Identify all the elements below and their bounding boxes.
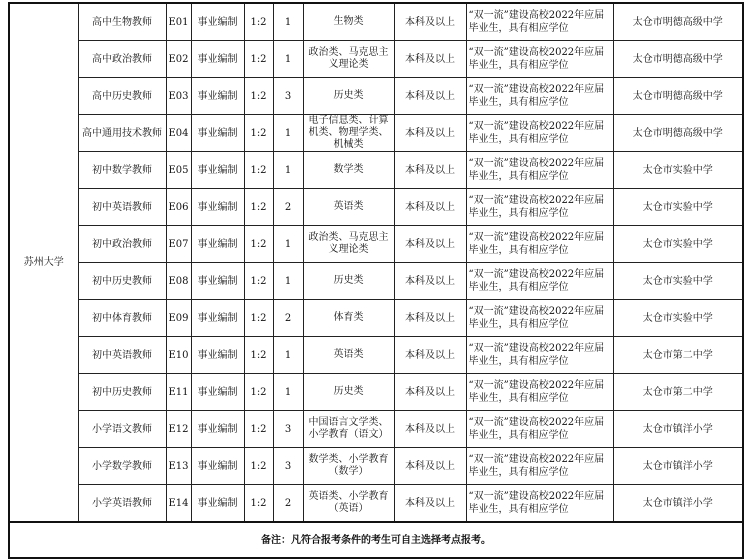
requirement-cell: “双一流”建设高校2022年应届毕业生，具有相应学位	[466, 411, 613, 448]
recruitment-table	[8, 2, 744, 559]
employer-cell: 太仓市实验中学	[613, 226, 743, 263]
education-cell: 本科及以上	[394, 78, 466, 115]
requirement-cell: “双一流”建设高校2022年应届毕业生，具有相应学位	[466, 78, 613, 115]
table-row	[9, 448, 743, 485]
education-cell: 本科及以上	[394, 3, 466, 41]
major-cell: 中国语言文学类、小学教育（语文）	[303, 411, 394, 448]
requirement-cell: “双一流”建设高校2022年应届毕业生，具有相应学位	[466, 115, 613, 152]
table-row	[9, 337, 743, 374]
position-cell: 小学英语教师	[78, 485, 166, 523]
table-row	[9, 485, 743, 523]
ratio-cell: 1:2	[244, 78, 273, 115]
staffing-type-cell: 事业编制	[191, 485, 244, 523]
staffing-type-cell: 事业编制	[191, 411, 244, 448]
headcount-cell: 1	[273, 3, 303, 41]
table-row	[9, 3, 743, 41]
table-row	[9, 78, 743, 115]
position-cell: 高中政治教师	[78, 41, 166, 78]
requirement-cell: “双一流”建设高校2022年应届毕业生，具有相应学位	[466, 226, 613, 263]
headcount-cell: 3	[273, 448, 303, 485]
table-row	[9, 152, 743, 189]
requirement-cell: “双一流”建设高校2022年应届毕业生，具有相应学位	[466, 189, 613, 226]
education-cell: 本科及以上	[394, 263, 466, 300]
major-cell: 英语类、小学教育（英语）	[303, 485, 394, 523]
major-cell: 历史类	[303, 374, 394, 411]
code-cell: E04	[166, 115, 191, 152]
table-row	[9, 300, 743, 337]
headcount-cell: 1	[273, 337, 303, 374]
code-cell: E07	[166, 226, 191, 263]
code-cell: E06	[166, 189, 191, 226]
employer-cell: 太仓市明德高级中学	[613, 3, 743, 41]
requirement-cell: “双一流”建设高校2022年应届毕业生，具有相应学位	[466, 485, 613, 523]
major-cell: 英语类	[303, 189, 394, 226]
requirement-cell: “双一流”建设高校2022年应届毕业生，具有相应学位	[466, 3, 613, 41]
ratio-cell: 1:2	[244, 300, 273, 337]
table-row	[9, 41, 743, 78]
education-cell: 本科及以上	[394, 189, 466, 226]
education-cell: 本科及以上	[394, 300, 466, 337]
code-cell: E11	[166, 374, 191, 411]
requirement-cell: “双一流”建设高校2022年应届毕业生，具有相应学位	[466, 374, 613, 411]
education-cell: 本科及以上	[394, 485, 466, 523]
major-cell: 历史类	[303, 78, 394, 115]
code-cell: E10	[166, 337, 191, 374]
headcount-cell: 1	[273, 226, 303, 263]
staffing-type-cell: 事业编制	[191, 226, 244, 263]
major-cell: 历史类	[303, 263, 394, 300]
position-cell: 初中英语教师	[78, 337, 166, 374]
position-cell: 高中历史教师	[78, 78, 166, 115]
staffing-type-cell: 事业编制	[191, 115, 244, 152]
staffing-type-cell: 事业编制	[191, 3, 244, 41]
major-cell: 体育类	[303, 300, 394, 337]
code-cell: E13	[166, 448, 191, 485]
major-cell: 政治类、马克思主义理论类	[303, 41, 394, 78]
headcount-cell: 1	[273, 115, 303, 152]
employer-cell: 太仓市明德高级中学	[613, 78, 743, 115]
employer-cell: 太仓市第二中学	[613, 374, 743, 411]
table-row	[9, 263, 743, 300]
education-cell: 本科及以上	[394, 411, 466, 448]
education-cell: 本科及以上	[394, 115, 466, 152]
position-cell: 初中历史教师	[78, 374, 166, 411]
employer-cell: 太仓市实验中学	[613, 263, 743, 300]
requirement-cell: “双一流”建设高校2022年应届毕业生，具有相应学位	[466, 263, 613, 300]
ratio-cell: 1:2	[244, 152, 273, 189]
code-cell: E01	[166, 3, 191, 41]
headcount-cell: 3	[273, 411, 303, 448]
ratio-cell: 1:2	[244, 115, 273, 152]
staffing-type-cell: 事业编制	[191, 152, 244, 189]
employer-cell: 太仓市实验中学	[613, 189, 743, 226]
headcount-cell: 1	[273, 263, 303, 300]
ratio-cell: 1:2	[244, 485, 273, 523]
staffing-type-cell: 事业编制	[191, 337, 244, 374]
requirement-cell: “双一流”建设高校2022年应届毕业生，具有相应学位	[466, 300, 613, 337]
employer-cell: 太仓市实验中学	[613, 152, 743, 189]
employer-cell: 太仓市镇洋小学	[613, 485, 743, 523]
position-cell: 初中政治教师	[78, 226, 166, 263]
code-cell: E02	[166, 41, 191, 78]
education-cell: 本科及以上	[394, 152, 466, 189]
headcount-cell: 3	[273, 78, 303, 115]
employer-cell: 太仓市镇洋小学	[613, 411, 743, 448]
position-cell: 初中体育教师	[78, 300, 166, 337]
staffing-type-cell: 事业编制	[191, 189, 244, 226]
requirement-cell: “双一流”建设高校2022年应届毕业生，具有相应学位	[466, 41, 613, 78]
requirement-cell: “双一流”建设高校2022年应届毕业生，具有相应学位	[466, 337, 613, 374]
code-cell: E08	[166, 263, 191, 300]
employer-cell: 太仓市明德高级中学	[613, 115, 743, 152]
position-cell: 初中历史教师	[78, 263, 166, 300]
headcount-cell: 1	[273, 152, 303, 189]
education-cell: 本科及以上	[394, 226, 466, 263]
ratio-cell: 1:2	[244, 226, 273, 263]
major-cell: 政治类、马克思主义理论类	[303, 226, 394, 263]
headcount-cell: 2	[273, 300, 303, 337]
education-cell: 本科及以上	[394, 337, 466, 374]
employer-cell: 太仓市镇洋小学	[613, 448, 743, 485]
headcount-cell: 1	[273, 41, 303, 78]
staffing-type-cell: 事业编制	[191, 263, 244, 300]
position-cell: 高中通用技术教师	[78, 115, 166, 152]
major-cell: 生物类	[303, 3, 394, 41]
position-cell: 初中数学教师	[78, 152, 166, 189]
position-cell: 小学数学教师	[78, 448, 166, 485]
headcount-cell: 2	[273, 189, 303, 226]
education-cell: 本科及以上	[394, 374, 466, 411]
staffing-type-cell: 事业编制	[191, 374, 244, 411]
code-cell: E03	[166, 78, 191, 115]
footnote: 备注：凡符合报考条件的考生可自主选择考点报考。	[9, 522, 743, 558]
ratio-cell: 1:2	[244, 374, 273, 411]
staffing-type-cell: 事业编制	[191, 41, 244, 78]
code-cell: E14	[166, 485, 191, 523]
ratio-cell: 1:2	[244, 3, 273, 41]
requirement-cell: “双一流”建设高校2022年应届毕业生，具有相应学位	[466, 152, 613, 189]
table-row	[9, 115, 743, 152]
position-cell: 初中英语教师	[78, 189, 166, 226]
table-row	[9, 189, 743, 226]
headcount-cell: 2	[273, 485, 303, 523]
code-cell: E09	[166, 300, 191, 337]
major-cell: 英语类	[303, 337, 394, 374]
ratio-cell: 1:2	[244, 411, 273, 448]
major-cell: 数学类	[303, 152, 394, 189]
employer-cell: 太仓市第二中学	[613, 337, 743, 374]
code-cell: E12	[166, 411, 191, 448]
staffing-type-cell: 事业编制	[191, 78, 244, 115]
ratio-cell: 1:2	[244, 41, 273, 78]
ratio-cell: 1:2	[244, 263, 273, 300]
staffing-type-cell: 事业编制	[191, 300, 244, 337]
major-cell: 电子信息类、计算机类、物理学类、机械类	[303, 115, 394, 152]
ratio-cell: 1:2	[244, 337, 273, 374]
table-row	[9, 374, 743, 411]
position-cell: 高中生物教师	[78, 3, 166, 41]
requirement-cell: “双一流”建设高校2022年应届毕业生，具有相应学位	[466, 448, 613, 485]
employer-cell: 太仓市实验中学	[613, 300, 743, 337]
education-cell: 本科及以上	[394, 41, 466, 78]
ratio-cell: 1:2	[244, 189, 273, 226]
table-row	[9, 226, 743, 263]
headcount-cell: 1	[273, 374, 303, 411]
employer-cell: 太仓市明德高级中学	[613, 41, 743, 78]
school-cell: 苏州大学	[9, 3, 78, 522]
major-cell: 数学类、小学教育（数学）	[303, 448, 394, 485]
table-row	[9, 411, 743, 448]
education-cell: 本科及以上	[394, 448, 466, 485]
ratio-cell: 1:2	[244, 448, 273, 485]
code-cell: E05	[166, 152, 191, 189]
staffing-type-cell: 事业编制	[191, 448, 244, 485]
position-cell: 小学语文教师	[78, 411, 166, 448]
